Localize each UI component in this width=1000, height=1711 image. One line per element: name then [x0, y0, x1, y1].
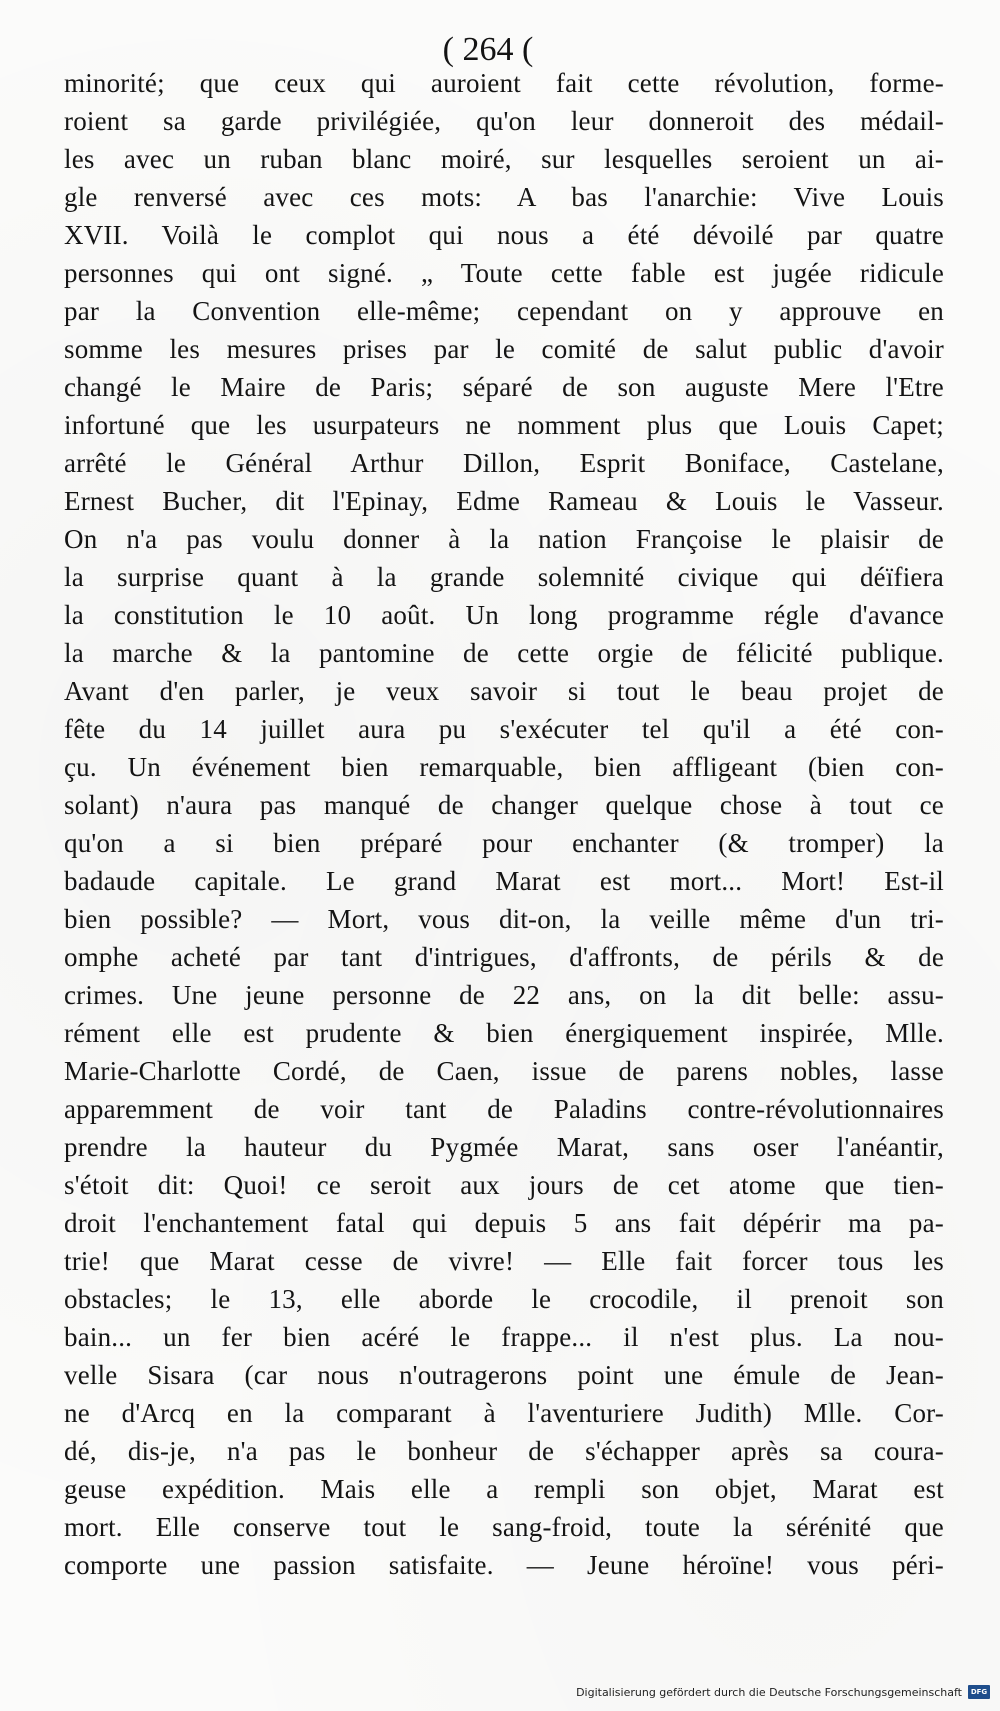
text-line: crimes. Une jeune personne de 22 ans, on la dit belle: assu-: [64, 980, 944, 1010]
text-line: personnes qui ont signé. „ Toute cette fable est jugée ridicule: [64, 258, 944, 288]
text-line: roient sa garde privilégiée, qu'on leur donneroit des médail-: [64, 106, 944, 136]
body-text: [64, 64, 944, 1584]
text-line: bien possible? — Mort, vous dit-on, la veille même d'un tri-: [64, 904, 944, 934]
text-line: droit l'enchantement fatal qui depuis 5 ans fait dépérir ma pa-: [64, 1208, 944, 1238]
text-line: velle Sisara (car nous n'outragerons point une émule de Jean-: [64, 1360, 944, 1390]
text-line: changé le Maire de Paris; séparé de son auguste Mere l'Etre: [64, 372, 944, 402]
text-line: les avec un ruban blanc moiré, sur lesquelles seroient un ai-: [64, 144, 944, 174]
text-line: omphe acheté par tant d'intrigues, d'affronts, de périls & de: [64, 942, 944, 972]
text-line: mort. Elle conserve tout le sang-froid, toute la sérénité que: [64, 1512, 944, 1542]
text-line: minorité; que ceux qui auroient fait cette révolution, forme-: [64, 68, 944, 98]
text-line: solant) n'aura pas manqué de changer quelque chose à tout ce: [64, 790, 944, 820]
footer: [576, 1683, 990, 1701]
text-line: comporte une passion satisfaite. — Jeune héroïne! vous péri-: [64, 1550, 944, 1580]
text-line: badaude capitale. Le grand Marat est mort... Mort! Est-il: [64, 866, 944, 896]
text-line: gle renversé avec ces mots: A bas l'anarchie: Vive Louis: [64, 182, 944, 212]
text-line: rément elle est prudente & bien énergiquement inspirée, Mlle.: [64, 1018, 944, 1048]
text-line: Ernest Bucher, dit l'Epinay, Edme Rameau & Louis le Vasseur.: [64, 486, 944, 516]
text-line: apparemment de voir tant de Paladins contre-révolutionnaires: [64, 1094, 944, 1124]
dfg-logo-icon: DFG: [968, 1685, 990, 1699]
text-line: obstacles; le 13, elle aborde le crocodile, il prenoit son: [64, 1284, 944, 1314]
text-line: la constitution le 10 août. Un long programme régle d'avance: [64, 600, 944, 630]
text-line: dé, dis-je, n'a pas le bonheur de s'échapper après sa coura-: [64, 1436, 944, 1466]
text-line: çu. Un événement bien remarquable, bien affligeant (bien con-: [64, 752, 944, 782]
text-line: Marie-Charlotte Cordé, de Caen, issue de parens nobles, lasse: [64, 1056, 944, 1086]
text-line: infortuné que les usurpateurs ne nomment plus que Louis Capet;: [64, 410, 944, 440]
text-line: trie! que Marat cesse de vivre! — Elle fait forcer tous les: [64, 1246, 944, 1276]
text-line: bain... un fer bien acéré le frappe... il n'est plus. La nou-: [64, 1322, 944, 1352]
funding-note: Digitalisierung gefördert durch die Deutsche Forschungsgemeinschaft: [576, 1685, 962, 1699]
text-line: fête du 14 juillet aura pu s'exécuter tel qu'il a été con-: [64, 714, 944, 744]
text-line: arrêté le Général Arthur Dillon, Esprit Boniface, Castelane,: [64, 448, 944, 478]
text-line: la surprise quant à la grande solemnité civique qui déïfiera: [64, 562, 944, 592]
text-line: somme les mesures prises par le comité de salut public d'avoir: [64, 334, 944, 364]
text-line: qu'on a si bien préparé pour enchanter (& tromper) la: [64, 828, 944, 858]
text-line: ne d'Arcq en la comparant à l'aventuriere Judith) Mlle. Cor-: [64, 1398, 944, 1428]
text-line: Avant d'en parler, je veux savoir si tout le beau projet de: [64, 676, 944, 706]
page-number: ( 264 (: [442, 31, 534, 68]
text-line: On n'a pas voulu donner à la nation Françoise le plaisir de: [64, 524, 944, 554]
text-line: XVII. Voilà le complot qui nous a été dévoilé par quatre: [64, 220, 944, 250]
text-line: geuse expédition. Mais elle a rempli son objet, Marat est: [64, 1474, 944, 1504]
text-line: la marche & la pantomine de cette orgie de félicité publique.: [64, 638, 944, 668]
text-line: s'étoit dit: Quoi! ce seroit aux jours de cet atome que tien-: [64, 1170, 944, 1200]
text-line: prendre la hauteur du Pygmée Marat, sans oser l'anéantir,: [64, 1132, 944, 1162]
text-line: par la Convention elle-même; cependant on y approuve en: [64, 296, 944, 326]
